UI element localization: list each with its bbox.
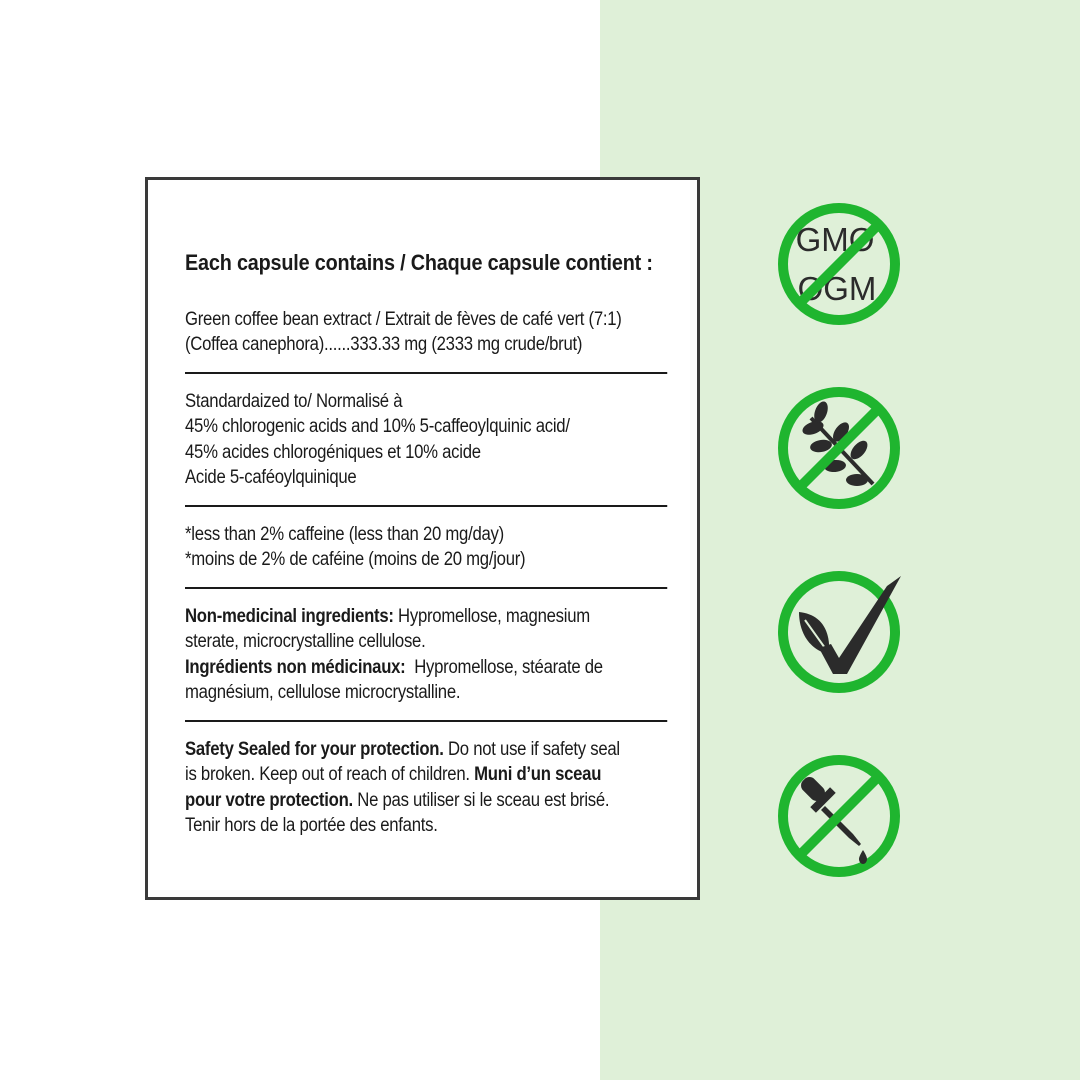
caffeine-line: *moins de 2% de caféine (moins de 20 mg/jour) [185, 549, 526, 570]
standardized-line: 45% chlorogenic acids and 10% 5-caffeoylquinic acid/ [185, 416, 570, 437]
vegan-check-icon [775, 568, 903, 696]
standardized-line: Acide 5-caféoylquinique [185, 467, 357, 488]
non-medicinal-fr-text: magnésium, cellulose microcrystalline. [185, 682, 461, 703]
gmo-text: GMO [795, 221, 875, 258]
no-gmo-icon [775, 200, 903, 328]
standardized-section [185, 389, 667, 491]
standardized-line: 45% acides chlorogéniques et 10% acide [185, 441, 481, 463]
ingredient-line: (Coffea canephora)......333.33 mg (2333 mg crude/brut) [185, 334, 583, 355]
section-divider [185, 372, 667, 374]
safety-line [185, 762, 667, 788]
safety-fr-title: Muni d’un sceau [474, 764, 602, 785]
no-gluten-icon [775, 384, 903, 512]
safety-fr-text: Ne pas utiliser si le sceau est brisé. [352, 789, 610, 811]
label-heading: Each capsule contains / Chaque capsule contient : [185, 250, 653, 275]
drop-icon [859, 850, 867, 864]
label-content [185, 250, 667, 839]
safety-en-text: Do not use if safety seal [443, 738, 620, 760]
section-divider [185, 587, 667, 589]
caffeine-line: *less than 2% caffeine (less than 20 mg/day) [185, 523, 504, 545]
safety-en-text: is broken. Keep out of reach of children. [185, 764, 475, 785]
safety-line [185, 737, 667, 763]
ogm-text: OGM [797, 270, 877, 307]
non-medicinal-fr-text: Hypromellose, stéarate de [405, 656, 603, 678]
non-medicinal-section [185, 604, 667, 706]
safety-line: Tenir hors de la portée des enfants. [185, 815, 438, 836]
section-divider [185, 720, 667, 722]
safety-en-title: Safety Sealed for your protection. [185, 738, 444, 760]
caffeine-section [185, 522, 667, 573]
supplement-facts-label [145, 177, 700, 900]
non-medicinal-en-text: sterate, microcrystalline cellulose. [185, 631, 426, 652]
section-divider [185, 505, 667, 507]
safety-fr-title: pour votre protection. [185, 789, 353, 811]
safety-line [185, 788, 667, 814]
no-additives-icon [775, 752, 903, 880]
non-medicinal-fr [185, 655, 667, 681]
non-medicinal-fr-title: Ingrédients non médicinaux: [185, 656, 406, 678]
non-medicinal-en-title: Non-medicinal ingredients: [185, 605, 394, 627]
non-medicinal-en-text: Hypromellose, magnesium [393, 605, 590, 627]
safety-section [185, 737, 667, 839]
standardized-line: Standardaized to/ Normalisé à [185, 390, 403, 412]
ingredient-section [185, 307, 667, 358]
non-medicinal-en [185, 604, 667, 630]
ingredient-line: Green coffee bean extract / Extrait de fèves de café vert (7:1) [185, 308, 622, 330]
